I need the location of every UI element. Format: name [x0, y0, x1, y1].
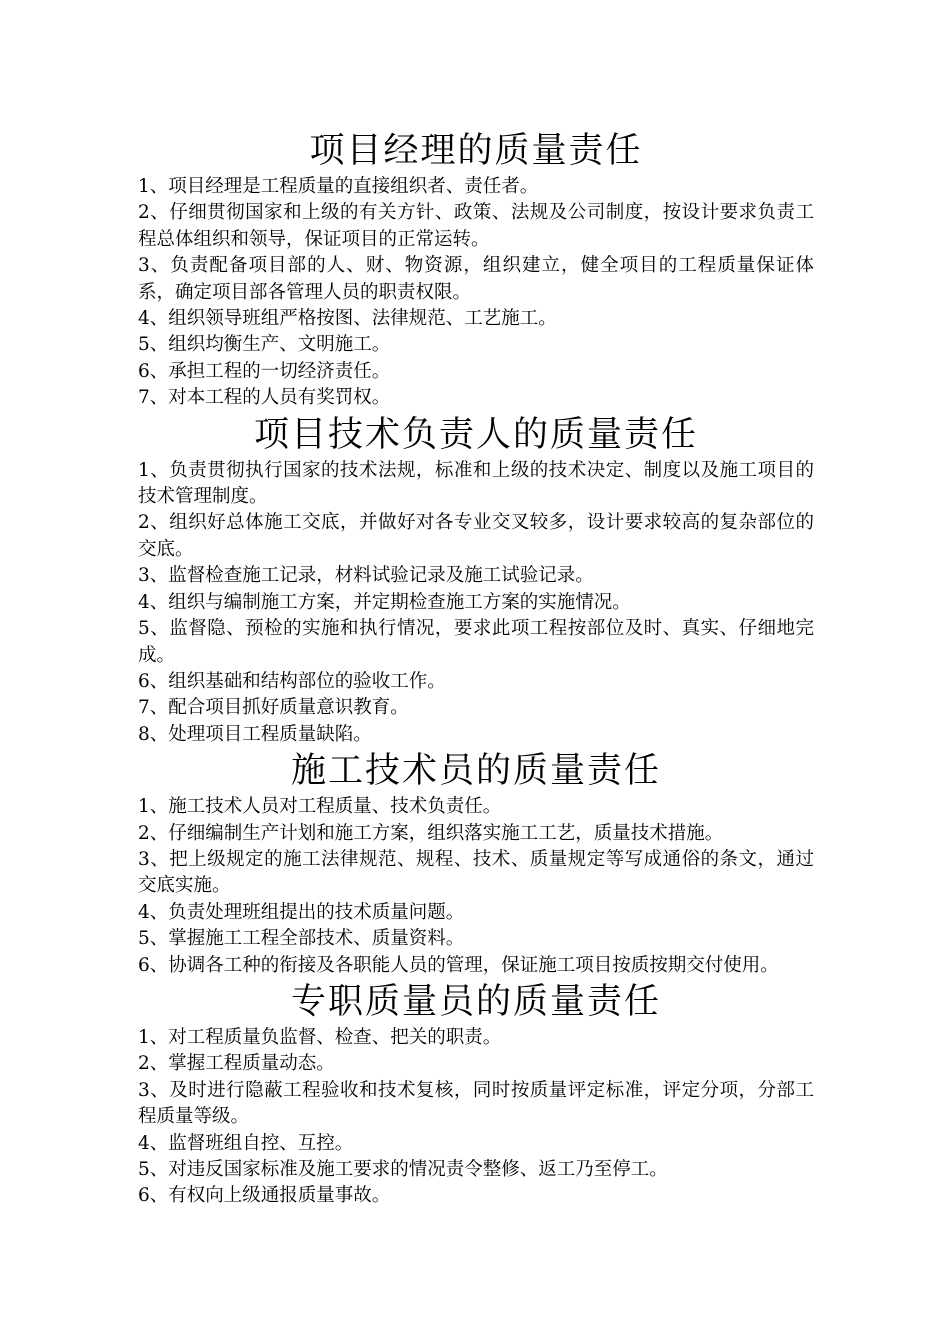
list-item: 4、监督班组自控、互控。 — [138, 1132, 354, 1154]
list-item: 5、监督隐、预检的实施和执行情况，要求此项工程按部位及时、真实、仔细地完成。 — [138, 618, 814, 666]
list-item: 5、组织均衡生产、文明施工。 — [138, 334, 391, 356]
list-item: 1、施工技术人员对工程质量、技术负责任。 — [138, 796, 502, 818]
list-item: 8、处理项目工程质量缺陷。 — [138, 723, 372, 745]
section-construction-technician — [138, 748, 814, 979]
list-item: 1、项目经理是工程质量的直接组织者、责任者。 — [138, 176, 539, 197]
list-item: 3、监督检查施工记录，材料试验记录及施工试验记录。 — [138, 565, 594, 587]
list-item: 1、对工程质量负监督、检查、把关的职责。 — [138, 1026, 502, 1048]
list-item: 2、仔细贯彻国家和上级的有关方针、政策、法规及公司制度，按设计要求负责工 程总体组织和领导，保证项目的正常运转。 — [138, 202, 814, 250]
list-item: 2、仔细编制生产计划和施工方案，组织落实施工工艺，质量技术措施。 — [138, 822, 724, 844]
list-item: 4、组织与编制施工方案，并定期检查施工方案的实施情况。 — [138, 591, 631, 613]
list-item: 5、掌握施工工程全部技术、质量资料。 — [138, 928, 465, 950]
list-item: 3、把上级规定的施工法律规范、规程、技术、质量规定等写成通俗的条文，通过交底实施。 — [138, 848, 814, 897]
list-item: 2、组织好总体施工交底，并做好对各专业交叉较多，设计要求较高的复杂部位的交底。 — [138, 512, 814, 560]
document-page — [138, 128, 814, 1210]
list-item: 2、掌握工程质量动态。 — [138, 1053, 335, 1075]
list-item: 6、协调各工种的衔接及各职能人员的管理，保证施工项目按质按期交付使用。 — [138, 954, 779, 976]
list-item: 6、有权向上级通报质量事故。 — [138, 1185, 391, 1207]
section-technical-lead — [138, 412, 814, 748]
list-item: 6、组织基础和结构部位的验收工作。 — [138, 670, 446, 692]
section-quality-inspector — [138, 979, 814, 1210]
list-item: 4、负责处理班组提出的技术质量问题。 — [138, 901, 465, 923]
list-item: 3、及时进行隐蔽工程验收和技术复核，同时按质量评定标准，评定分项，分部工程质量等级。 — [138, 1079, 814, 1128]
list-item: 1、负责贯彻执行国家的技术法规，标准和上级的技术决定、制度以及施工项目的技术管理制度。 — [138, 459, 814, 508]
list-item: 4、组织领导班组严格按图、法律规范、工艺施工。 — [138, 308, 557, 330]
section-project-manager — [138, 128, 814, 412]
list-item: 3、负责配备项目部的人、财、物资源，组织建立，健全项目的工程质量保证体系，确定项目部各管理人员的职责权限。 — [138, 255, 814, 303]
list-item: 6、承担工程的一切经济责任。 — [138, 360, 391, 382]
list-item: 7、配合项目抓好质量意识教育。 — [138, 697, 409, 719]
list-item: 7、对本工程的人员有奖罚权。 — [138, 387, 391, 409]
section-title: 施工技术员的质量责任 — [290, 751, 661, 792]
section-title: 项目经理的质量责任 — [309, 131, 643, 171]
list-item: 5、对违反国家标准及施工要求的情况责令整修、返工乃至停工。 — [138, 1159, 668, 1180]
section-title: 项目技术负责人的质量责任 — [253, 414, 698, 455]
section-title: 专职质量员的质量责任 — [290, 981, 661, 1022]
